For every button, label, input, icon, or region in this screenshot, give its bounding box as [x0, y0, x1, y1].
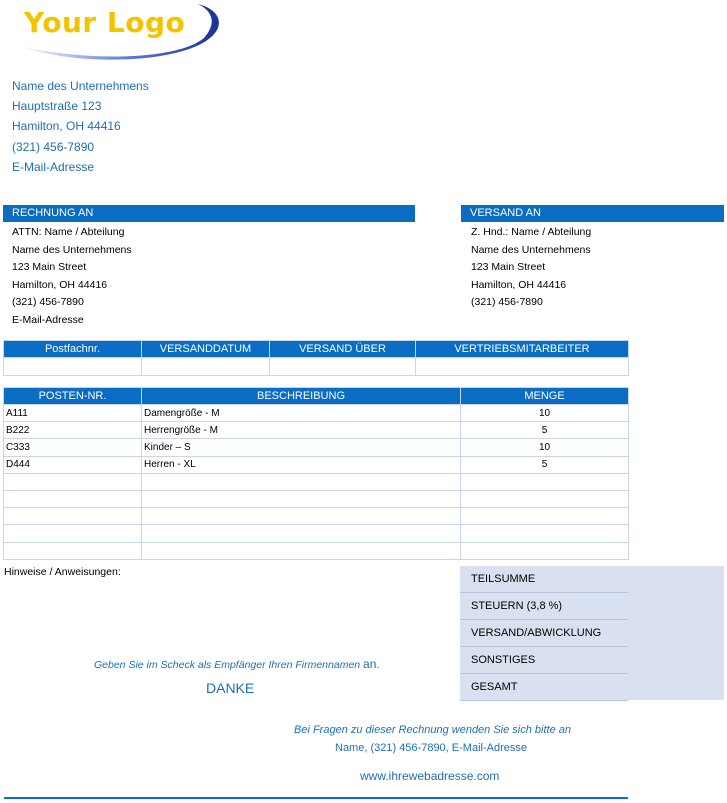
description-cell[interactable] — [142, 473, 461, 490]
quantity-cell[interactable] — [461, 525, 629, 542]
cheque-instruction — [94, 657, 380, 671]
po-number-cell[interactable] — [4, 358, 142, 376]
table-row — [4, 508, 629, 525]
header-description: BESCHREIBUNG — [142, 388, 461, 405]
item-number-cell[interactable]: A111 — [4, 405, 142, 422]
tax-label: STEUERN (3,8 %) — [460, 593, 628, 620]
notes-label: Hinweise / Anweisungen: — [4, 566, 121, 578]
company-info — [12, 76, 149, 177]
quantity-cell[interactable] — [461, 473, 629, 490]
item-number-cell[interactable]: D444 — [4, 456, 142, 473]
item-number-cell[interactable]: B222 — [4, 422, 142, 439]
cheque-text-end: an. — [363, 657, 380, 671]
ship-to-header: VERSAND AN — [461, 205, 724, 222]
thank-you-text: DANKE — [206, 680, 255, 696]
ship-to-line: Name des Unternehmens — [471, 243, 591, 256]
items-table — [3, 387, 629, 560]
quantity-cell[interactable] — [461, 508, 629, 525]
table-row — [4, 525, 629, 542]
bill-to-line: Name des Unternehmens — [12, 243, 132, 256]
header-item-number: POSTEN-NR. — [4, 388, 142, 405]
description-cell[interactable]: Herrengröße - M — [142, 422, 461, 439]
ship-to-address — [471, 224, 591, 312]
company-street: Hauptstraße 123 — [12, 99, 102, 114]
footer-website[interactable]: www.ihrewebadresse.com — [360, 769, 500, 783]
item-number-cell[interactable] — [4, 473, 142, 490]
footer-divider — [4, 797, 628, 799]
header-po-number: Postfachnr. — [4, 341, 142, 358]
bill-to-line: ATTN: Name / Abteilung — [12, 226, 125, 238]
table-row — [4, 422, 629, 439]
header-salesperson: VERTRIEBSMITARBEITER — [416, 341, 629, 358]
footer-contact: Name, (321) 456-7890, E-Mail-Adresse — [335, 742, 527, 754]
quantity-cell[interactable]: 5 — [461, 422, 629, 439]
logo-text: Your Logo — [24, 6, 186, 39]
bill-to-address — [12, 224, 132, 330]
subtotal-label: TEILSUMME — [460, 566, 628, 593]
company-email: E-Mail-Adresse — [12, 159, 95, 174]
table-row — [4, 439, 629, 456]
header-ship-via: VERSAND ÜBER — [270, 341, 416, 358]
table-row — [4, 473, 629, 490]
header-ship-date: VERSANDDATUM — [142, 341, 270, 358]
bill-to-line: Hamilton, OH 44416 — [12, 278, 108, 291]
table-row — [4, 405, 629, 422]
quantity-cell[interactable] — [461, 542, 629, 559]
item-number-cell[interactable] — [4, 542, 142, 559]
company-city: Hamilton, OH 44416 — [12, 119, 121, 134]
quantity-cell[interactable]: 10 — [461, 439, 629, 456]
shipping-details-table — [3, 340, 629, 376]
shipping-handling-label: VERSAND/ABWICKLUNG — [460, 620, 628, 647]
table-row — [4, 542, 629, 559]
footer-question: Bei Fragen zu dieser Rechnung wenden Sie sich bitte an — [294, 724, 572, 736]
description-cell[interactable] — [142, 542, 461, 559]
quantity-cell[interactable]: 10 — [461, 405, 629, 422]
header-quantity: MENGE — [461, 388, 629, 405]
description-cell[interactable]: Kinder – S — [142, 439, 461, 456]
cheque-text: Geben Sie im Scheck als Empfänger Ihren Firmennamen — [94, 659, 361, 671]
ship-date-cell[interactable] — [142, 358, 270, 376]
item-number-cell[interactable] — [4, 490, 142, 507]
ship-to-line: Z. Hnd.: Name / Abteilung — [471, 226, 592, 238]
ship-to-line: 123 Main Street — [471, 261, 546, 274]
ship-via-cell[interactable] — [270, 358, 416, 376]
bill-to-line: E-Mail-Adresse — [12, 313, 84, 326]
total-label: GESAMT — [460, 674, 628, 701]
company-logo — [18, 2, 223, 64]
ship-to-line: Hamilton, OH 44416 — [471, 278, 567, 291]
description-cell[interactable] — [142, 490, 461, 507]
salesperson-cell[interactable] — [416, 358, 629, 376]
description-cell[interactable] — [142, 525, 461, 542]
bill-to-header: RECHNUNG AN — [3, 205, 415, 222]
quantity-cell[interactable]: 5 — [461, 456, 629, 473]
item-number-cell[interactable] — [4, 525, 142, 542]
table-row — [4, 490, 629, 507]
quantity-cell[interactable] — [461, 490, 629, 507]
other-label: SONSTIGES — [460, 647, 628, 674]
company-phone: (321) 456-7890 — [12, 139, 95, 154]
totals-panel — [460, 566, 724, 700]
bill-to-line: (321) 456-7890 — [12, 296, 84, 309]
ship-to-line: (321) 456-7890 — [471, 296, 543, 309]
table-row — [4, 456, 629, 473]
item-number-cell[interactable]: C333 — [4, 439, 142, 456]
description-cell[interactable] — [142, 508, 461, 525]
item-number-cell[interactable] — [4, 508, 142, 525]
description-cell[interactable]: Herren - XL — [142, 456, 461, 473]
company-name: Name des Unternehmens — [12, 79, 149, 93]
bill-to-line: 123 Main Street — [12, 261, 87, 274]
description-cell[interactable]: Damengröße - M — [142, 405, 461, 422]
